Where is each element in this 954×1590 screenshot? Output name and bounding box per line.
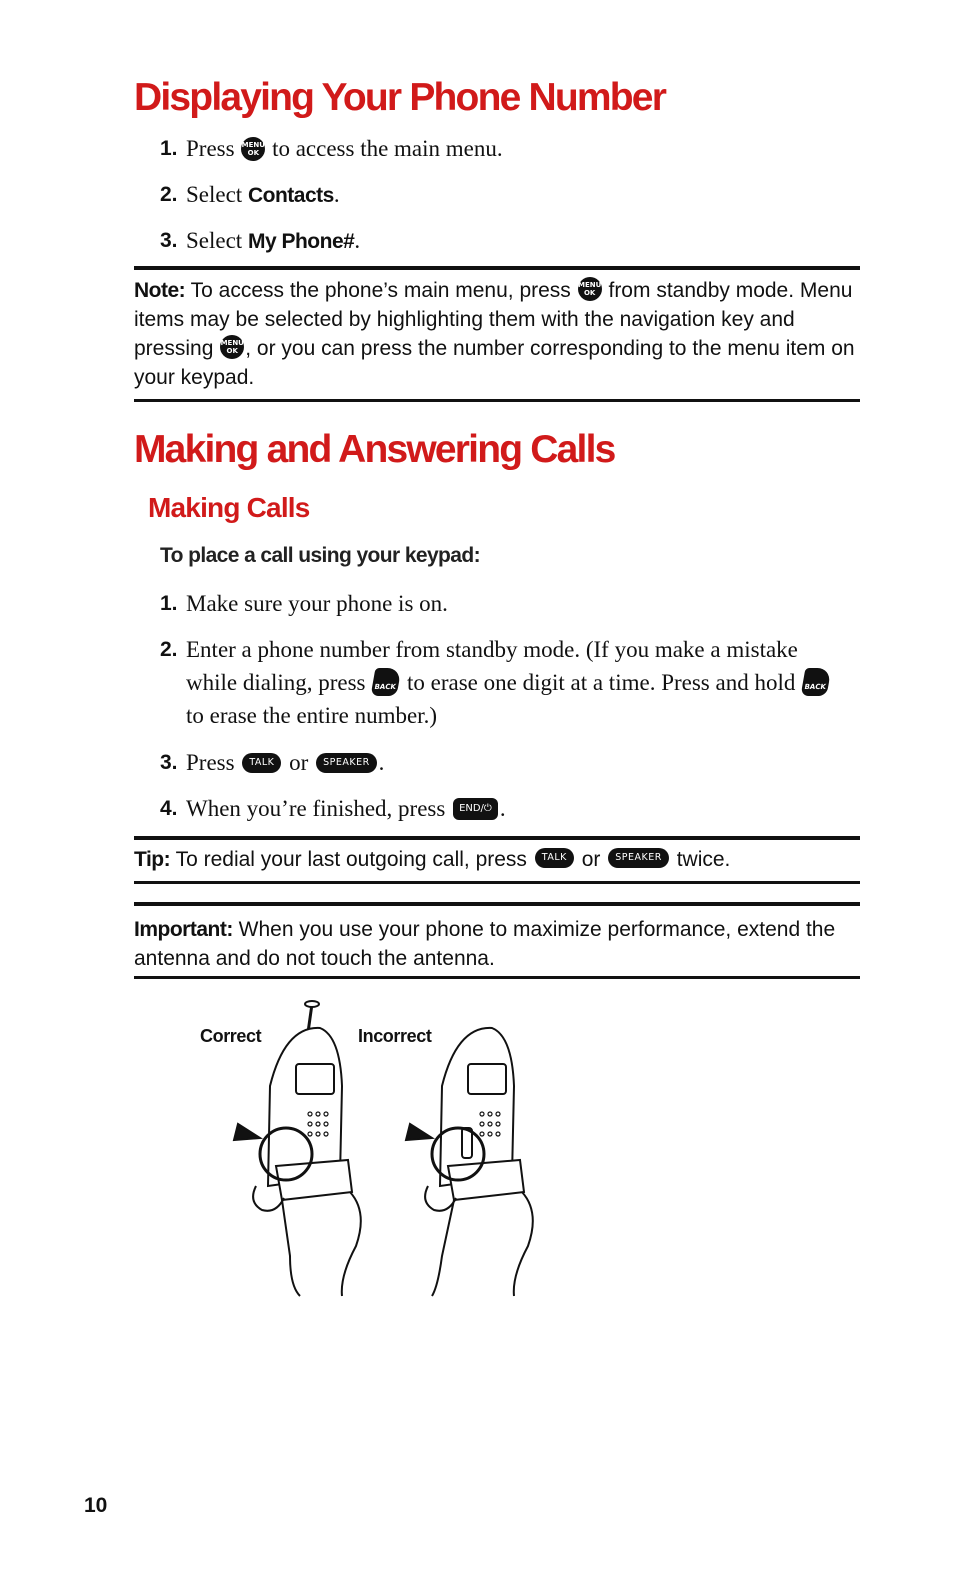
important-text: When you use your phone to maximize performance, extend the antenna and do not touch the antenna. (134, 918, 836, 970)
note-text: , or you can press the number corresponding to the menu item on your keypad. (134, 337, 855, 389)
note-label: Note: (134, 279, 186, 302)
caption-incorrect: Incorrect (358, 1026, 432, 1046)
step-number: 2. (160, 638, 178, 661)
speaker-key-icon: SPEAKER (316, 753, 377, 773)
tip-text: To redial your last outgoing call, press (175, 848, 527, 871)
talk-key-icon: TALK (242, 753, 281, 773)
step-number: 3. (160, 751, 178, 774)
step-number: 4. (160, 797, 178, 820)
back-key-icon: BACK (371, 668, 402, 696)
menu-ok-key-icon: MENU OK (241, 137, 265, 161)
back-key-icon: BACK (801, 668, 832, 696)
menu-ok-key-icon: MENU OK (220, 335, 244, 359)
note-text: from standby mode. Menu items may be selected by highlighting them with the navigation key and pressing (134, 279, 853, 360)
step-4-press-end: 4. When you’re finished, press END/⏻ . (160, 792, 840, 825)
step-number: 3. (160, 229, 178, 252)
menu-ok-key-icon: MENU OK (578, 277, 602, 301)
step-number: 1. (160, 137, 178, 160)
antenna-illustration (190, 996, 570, 1306)
tip-bottom-rule (134, 881, 860, 884)
instruction-lead: To place a call using your keypad: (160, 544, 480, 567)
step-1-press-menu (160, 132, 840, 165)
important-label: Important: (134, 918, 233, 941)
step-text: Enter a phone number from standby mode. (If you make a mistake while dialing, press (186, 637, 798, 695)
page-number: 10 (84, 1494, 108, 1517)
speaker-key-icon: SPEAKER (608, 848, 669, 868)
correct-phone-drawing (234, 1001, 361, 1296)
end-power-key-icon: END/⏻ (453, 798, 498, 820)
step-text: Select (186, 228, 243, 253)
step-text: to erase one digit at a time. Press and hold (407, 670, 796, 695)
tip-top-rule (134, 836, 860, 840)
step-text: to access the main menu. (272, 136, 503, 161)
menu-item-contacts: Contacts (247, 184, 334, 207)
step-number: 1. (160, 592, 178, 615)
caption-correct: Correct (200, 1026, 262, 1046)
note-bottom-rule (134, 399, 860, 402)
incorrect-phone-drawing (406, 1028, 533, 1296)
step-text: Press (186, 750, 235, 775)
step-number: 2. (160, 183, 178, 206)
note-text: To access the phone’s main menu, press (190, 279, 571, 302)
menu-item-my-phone: My Phone# (247, 230, 355, 253)
step-text: to erase the entire number.) (186, 703, 437, 728)
important-top-rule (134, 902, 860, 906)
note-top-rule (134, 266, 860, 270)
tip-text: or (581, 848, 601, 871)
subsection-title-making-calls: Making Calls (148, 492, 310, 523)
tip-label: Tip: (134, 848, 171, 871)
step-text: Press (186, 136, 235, 161)
step-2-enter-number (160, 633, 840, 732)
step-text: Select (186, 182, 243, 207)
step-2-select-contacts: 2. Select Contacts. (160, 178, 840, 212)
section-title-display-number: Displaying Your Phone Number (134, 76, 666, 119)
step-1-phone-on (160, 587, 840, 620)
important-bottom-rule (134, 976, 860, 979)
step-3-press-talk: 3. Press TALK or SPEAKER . (160, 746, 840, 779)
step-3-select-my-phone: 3. Select My Phone#. (160, 224, 840, 258)
note-box (134, 276, 860, 392)
step-text: When you’re finished, press (186, 796, 446, 821)
step-text: Make sure your phone is on. (186, 591, 448, 616)
talk-key-icon: TALK (535, 848, 574, 868)
tip-box (134, 845, 860, 874)
step-text: or (289, 750, 309, 775)
important-box (134, 915, 860, 973)
tip-text: twice. (676, 848, 731, 871)
section-title-making-answering-calls: Making and Answering Calls (134, 428, 615, 471)
